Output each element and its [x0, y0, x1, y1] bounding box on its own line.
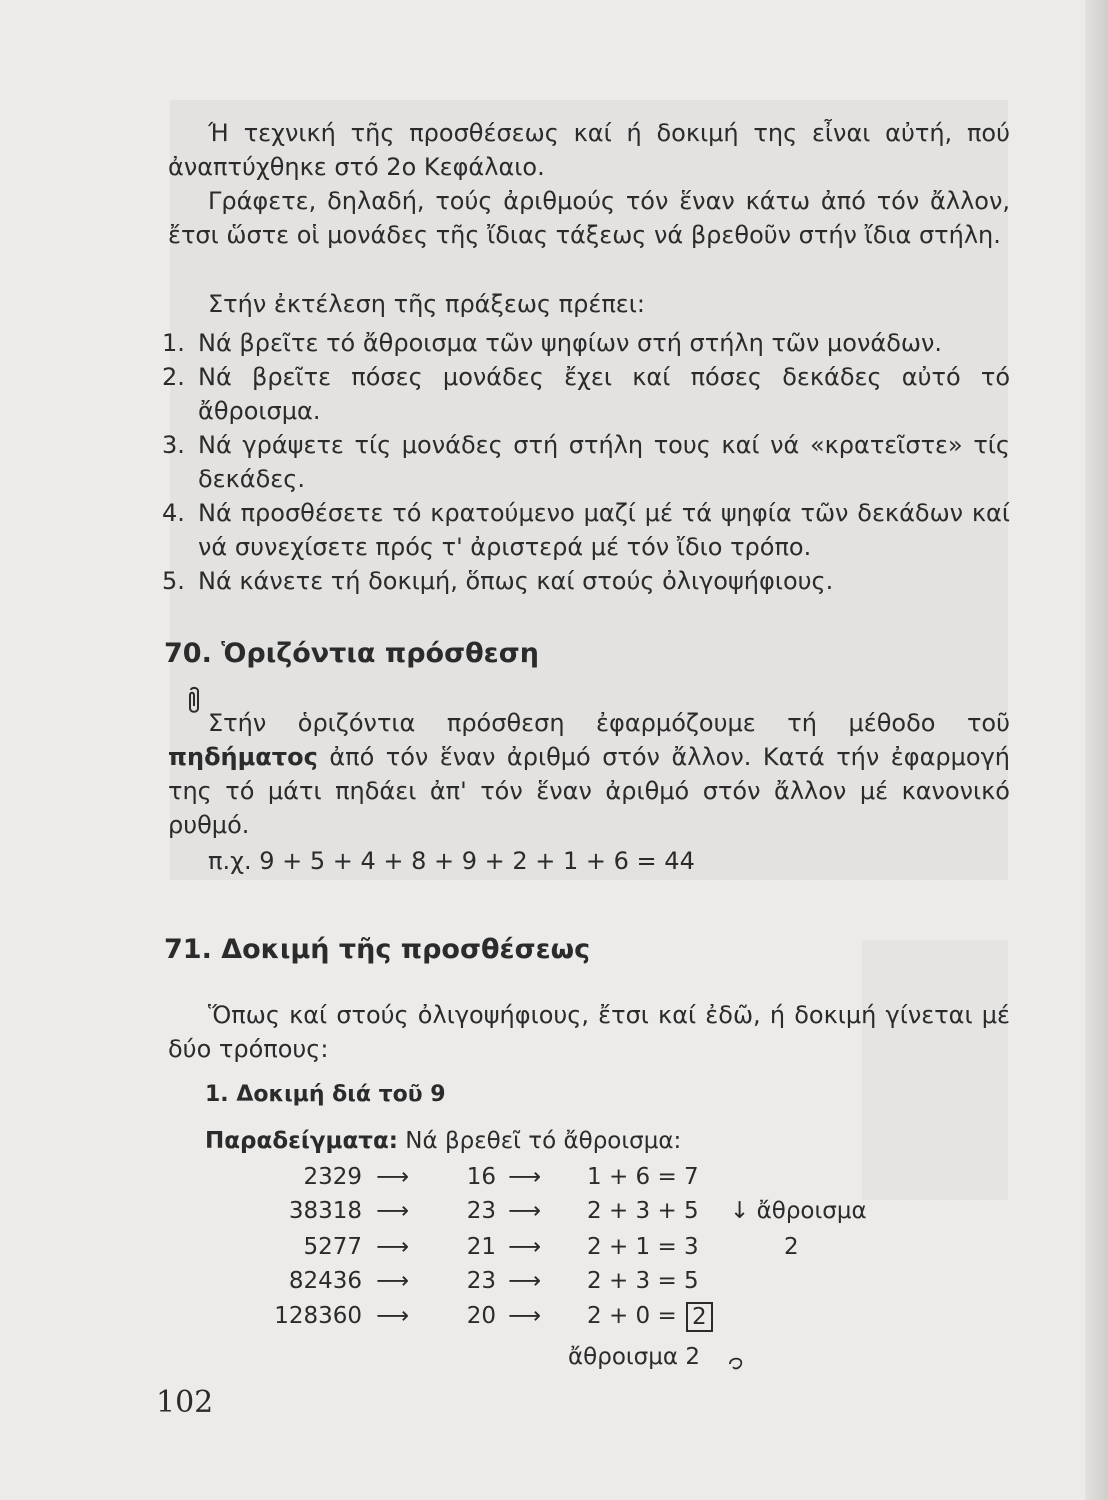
page-gutter: [1085, 0, 1108, 1500]
list-item: 4. Νά προσθέσετε τό κρατούμενο μαζί μέ τά ψηφία τῶν δεκάδων καί νά συνεχίσετε πρός τ' ἀριστερά μέ τόν ἴδιο τρόπο.: [162, 499, 1010, 561]
intro-paragraph-3: Στήν ἐκτέλεση τῆς πράξεως πρέπει:: [208, 290, 645, 318]
list-item: 5. Νά κάνετε τή δοκιμή, ὅπως καί στούς ὀλιγοψήφιους.: [162, 567, 834, 595]
section-71-title: 71. Δοκιμή τῆς προσθέσεως: [164, 934, 591, 965]
book-page: Ή τεχνική τῆς προσθέσεως καί ή δοκιμή της εἶναι αὐτή, πού ἀναπτύχθηκε στό 2ο Κεφάλαιο. Γράφετε, δηλαδή, τούς ἀριθμούς τόν ἕναν κάτω ἀπό τόν ἄλλον, ἔτσι ὥστε οἱ μονάδες τῆς ἴδιας τάξεως νά βρεθοῦν στήν ἴδια στήλη. Στήν ἐκτέλεση τῆς πράξεως πρέπει: 1. Νά βρεῖτε τό ἄθροισμα τῶν ψηφίων στή στήλη τῶν μονάδων. 2. Νά βρεῖτε πόσες μονάδες ἔχει καί πόσες δεκάδες αὐτό τό ἄθροισμα. 3. Νά γράψετε τίς μονάδες στή στήλη τους καί νά «κρατεῖστε» τίς δεκάδες. 4. Νά προσθέσετε τό κρατούμενο μαζί μέ τά ψηφία τῶν δεκάδων καί νά συνεχίσετε πρός τ' ἀριστερά μέ τόν ἴδιο τρόπο. 5. Νά κάνετε τή δοκιμή, ὅπως καί στούς ὀλιγοψήφιους. 70. Ὁριζόντια πρόσθεση Στήν ὁριζόντια πρόσθεση ἐφαρμόζουμε τή μέθοδο τοῦ πηδήματος ἀπό τόν ἕναν ἀριθμό στόν ἄλλον. Κατά τήν ἐφαρμογή της τό μάτι πηδάει ἀπ' τόν ἕναν ἀριθμό στόν ἄλλον μέ κανονικό ρυθμό. π.χ. 9 + 5 + 4 + 8 + 9 + 2 + 1 + 6 = 44 71. Δοκιμή τῆς προσθέσεως Ὅπως καί στούς ὀλιγοψήφιους, ἔτσι καί ἐδῶ, ή δοκιμή γίνεται μέ δύο τρόπους: 1. Δοκιμή διά τοῦ 9 Παραδείγματα: Νά βρεθεῖ τό ἄθροισμα: 2329 ⟶ 16 ⟶ 1 + 6 = 7 38318 ⟶ 23 ⟶ 2 + 3 + 5 ↓ ἄθροισμα 5277 ⟶ 21 ⟶ 2 + 1 = 3 2 82436 ⟶ 23 ⟶ 2 + 3 = 5 128360 ⟶ 20 ⟶ 2 + 0 = 2 ἄθροισμα 2 102: [0, 0, 1108, 1500]
section-70-example: π.χ. 9 + 5 + 4 + 8 + 9 + 2 + 1 + 6 = 44: [208, 847, 695, 875]
examples-heading: Παραδείγματα: Νά βρεθεῖ τό ἄθροισμα:: [205, 1128, 682, 1154]
list-item: 1. Νά βρεῖτε τό ἄθροισμα τῶν ψηφίων στή στήλη τῶν μονάδων.: [162, 329, 943, 357]
intro-paragraph-1: Ή τεχνική τῆς προσθέσεως καί ή δοκιμή της εἶναι αὐτή, πού ἀναπτύχθηκε στό 2ο Κεφάλαιο.: [168, 119, 1010, 181]
page-number: 102: [156, 1385, 214, 1420]
show-through-shading-box: [862, 940, 1008, 1200]
section-70-paragraph: Στήν ὁριζόντια πρόσθεση ἐφαρμόζουμε τή μέθοδο τοῦ πηδήματος ἀπό τόν ἕναν ἀριθμό στόν ἄλλον. Κατά τήν ἐφαρμογή της τό μάτι πηδάει ἀπ' τόν ἕναν ἀριθμό στόν ἄλλον μέ κανονικό ρυθμό.: [168, 709, 1010, 839]
steps-list: [162, 326, 1010, 598]
list-item: 3. Νά γράψετε τίς μονάδες στή στήλη τους καί νά «κρατεῖστε» τίς δεκάδες.: [162, 431, 1010, 493]
check-mark-icon: [727, 1355, 745, 1373]
section-70-title: 70. Ὁριζόντια πρόσθεση: [164, 638, 539, 669]
section-71-intro: Ὅπως καί στούς ὀλιγοψήφιους, ἔτσι καί ἐδῶ, ή δοκιμή γίνεται μέ δύο τρόπους:: [168, 1001, 1010, 1063]
boxed-result: 2: [686, 1302, 713, 1332]
section-71-subtitle: 1. Δοκιμή διά τοῦ 9: [205, 1082, 446, 1107]
intro-paragraph-2: Γράφετε, δηλαδή, τούς ἀριθμούς τόν ἕναν κάτω ἀπό τόν ἄλλον, ἔτσι ὥστε οἱ μονάδες τῆς ἴδιας τάξεως νά βρεθοῦν στήν ἴδια στήλη.: [168, 187, 1010, 249]
list-item: 2. Νά βρεῖτε πόσες μονάδες ἔχει καί πόσες δεκάδες αὐτό τό ἄθροισμα.: [162, 363, 1010, 425]
result-label: ἄθροισμα 2: [568, 1344, 701, 1370]
